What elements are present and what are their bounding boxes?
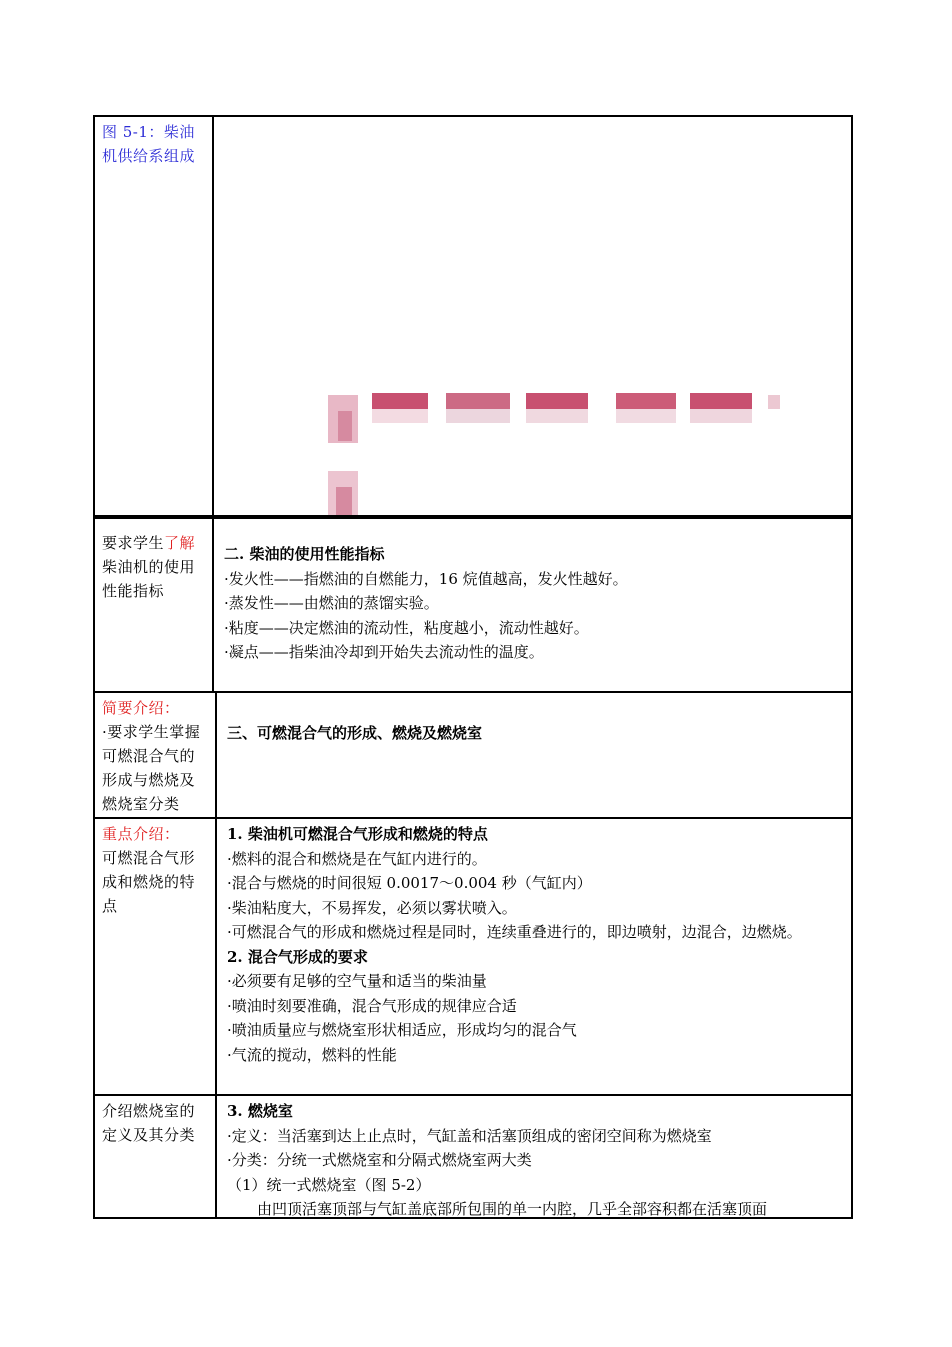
note-highlight: 了解 <box>164 534 196 552</box>
note-title: 简要介绍： <box>102 699 180 717</box>
mixture-intro-note <box>95 693 217 817</box>
note-body: 介绍燃烧室的定义及其分类 <box>102 1102 196 1144</box>
mixture-features-note <box>95 819 217 1094</box>
mixture-features-row <box>93 817 853 1096</box>
figure-row <box>93 115 853 519</box>
mixture-features-content <box>217 819 851 1094</box>
note-body: 可燃混合气形成和燃烧的特点 <box>102 849 196 915</box>
list-item: ·可燃混合气的形成和燃烧过程是同时，连续重叠进行的，即边喷射，边混合，边燃烧。 <box>227 923 802 941</box>
paragraph: 由凹顶活塞顶部与气缸盖底部所包围的单一内腔，几乎全部容积都在活塞顶面 <box>257 1200 768 1218</box>
mixture-intro-content <box>217 693 851 817</box>
indicator-row-note <box>95 517 214 691</box>
list-item: ·喷油时刻要准确，混合气形成的规律应合适 <box>227 996 517 1015</box>
list-item: ·燃料的混合和燃烧是在气缸内进行的。 <box>227 849 487 868</box>
combustion-chamber-note <box>95 1096 217 1217</box>
list-item: ·混合与燃烧的时间很短 0.0017～0.004 秒（气缸内） <box>227 874 592 892</box>
list-item: ·柴油粘度大，不易挥发，必须以雾状喷入。 <box>227 898 517 917</box>
section-heading-2: 二. 柴油的使用性能指标 <box>224 545 385 563</box>
list-item: ·发火性——指燃油的自燃能力，16 烷值越高，发火性越好。 <box>224 569 628 588</box>
list-item: ·气流的搅动，燃料的性能 <box>227 1045 397 1064</box>
mixture-intro-row <box>93 691 853 819</box>
list-item: ·凝点——指柴油冷却到开始失去流动性的温度。 <box>224 643 544 661</box>
figure-caption <box>95 117 214 517</box>
pixelated-figure-image <box>328 391 788 517</box>
combustion-chamber-content <box>217 1096 851 1217</box>
figure-caption-text: 图 5-1：柴油机供给系组成 <box>102 123 196 165</box>
note-body: ·要求学生掌握可燃混合气的形成与燃烧及燃烧室分类 <box>102 723 201 813</box>
list-item: ·蒸发性——由燃油的蒸馏实验。 <box>224 594 439 612</box>
note-rest: 柴油机的使用性能指标 <box>102 558 196 600</box>
indicator-content <box>214 517 851 691</box>
subsection-heading-3: 3. 燃烧室 <box>227 1102 293 1120</box>
indicator-row <box>93 515 853 693</box>
note-title: 重点介绍： <box>102 825 180 843</box>
figure-image-area <box>214 117 851 517</box>
list-item: （1）统一式燃烧室（图 5-2） <box>227 1175 431 1194</box>
list-item: ·必须要有足够的空气量和适当的柴油量 <box>227 972 487 990</box>
list-item: ·定义：当活塞到达上止点时，气缸盖和活塞顶组成的密闭空间称为燃烧室 <box>227 1126 712 1145</box>
section-heading-3: 三、可燃混合气的形成、燃烧及燃烧室 <box>227 724 483 742</box>
list-item: ·喷油质量应与燃烧室形状相适应，形成均匀的混合气 <box>227 1021 577 1039</box>
subsection-heading-1: 1. 柴油机可燃混合气形成和燃烧的特点 <box>227 825 488 843</box>
combustion-chamber-row <box>93 1094 853 1219</box>
list-item: ·分类：分统一式燃烧室和分隔式燃烧室两大类 <box>227 1151 532 1169</box>
list-item: ·粘度——决定燃油的流动性，粘度越小，流动性越好。 <box>224 618 589 637</box>
note-prefix: 要求学生 <box>102 534 165 552</box>
subsection-heading-2: 2. 混合气形成的要求 <box>227 947 368 966</box>
